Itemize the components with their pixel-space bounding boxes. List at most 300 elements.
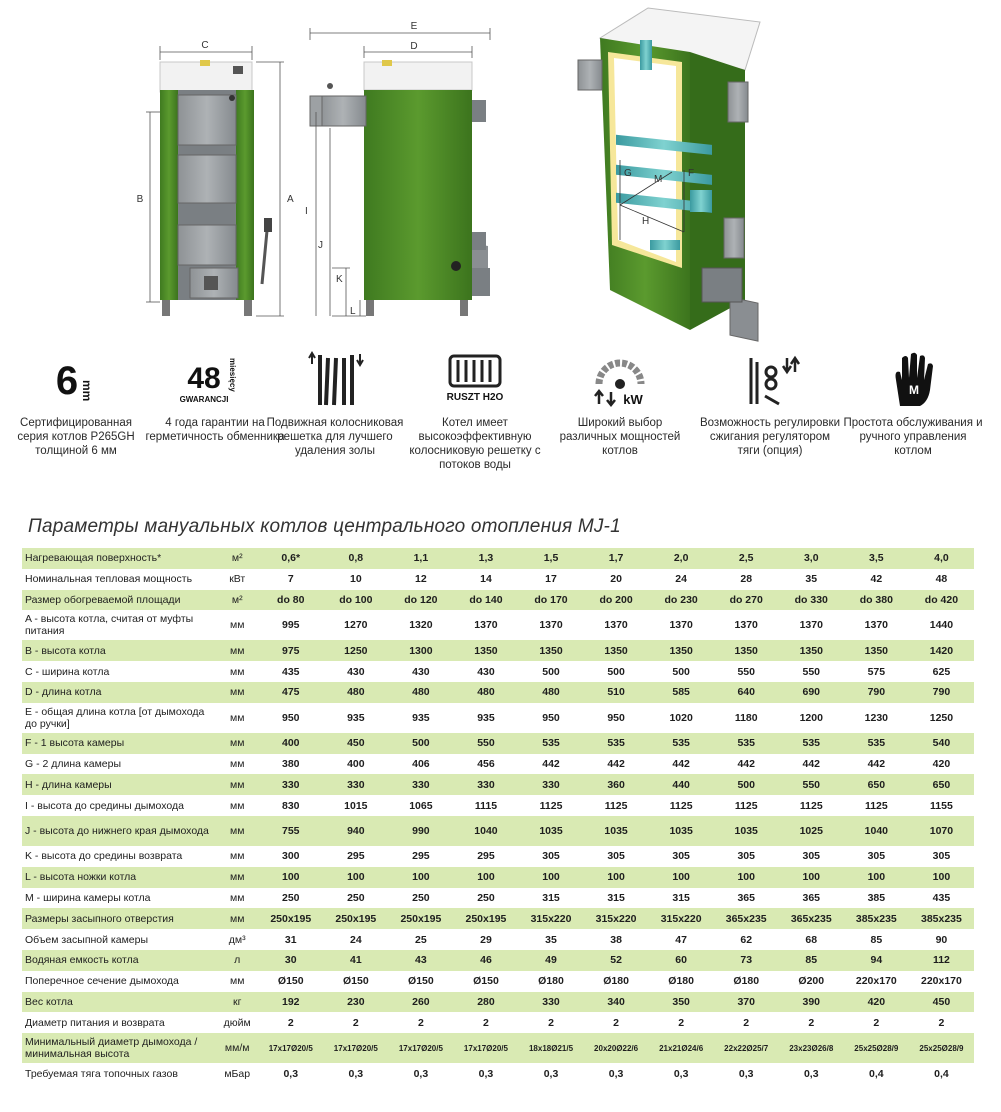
dim-label-i: I: [305, 206, 308, 217]
table-cell: 100: [714, 867, 779, 888]
table-cell: 250: [388, 888, 453, 909]
table-cell: 1,1: [388, 548, 453, 569]
table-row: [22, 640, 974, 661]
table-cell: 17: [518, 569, 583, 590]
table-cell: 35: [779, 569, 844, 590]
table-cell: 17x17Ø20/5: [453, 1033, 518, 1063]
table-cell: 1350: [649, 640, 714, 661]
table-cell: 100: [584, 867, 649, 888]
table-cell: 305: [714, 846, 779, 867]
dim-label-h: H: [642, 216, 650, 227]
table-row: [22, 929, 974, 950]
table-cell: 315x220: [649, 908, 714, 929]
table-cell: 535: [584, 733, 649, 754]
table-row: [22, 754, 974, 775]
table-cell: 790: [844, 682, 909, 703]
table-cell: 2: [909, 1012, 974, 1033]
row-unit: мм: [216, 661, 258, 682]
table-cell: 2: [584, 1012, 649, 1033]
table-cell: 1125: [714, 795, 779, 816]
table-cell: 442: [649, 754, 714, 775]
table-row: [22, 992, 974, 1013]
row-label: L - высота ножки котла: [22, 867, 216, 888]
row-unit: дюйм: [216, 1012, 258, 1033]
feature-manual-text: Простота обслуживания и ручного управления котлом: [843, 417, 983, 457]
params-table: [22, 548, 974, 1084]
table-row: [22, 908, 974, 929]
table-cell: 10: [323, 569, 388, 590]
table-cell: 85: [779, 950, 844, 971]
table-cell: 540: [909, 733, 974, 754]
table-cell: 0,3: [258, 1063, 323, 1084]
table-cell: 1200: [779, 703, 844, 733]
table-cell: 2,0: [649, 548, 714, 569]
table-cell: 28: [714, 569, 779, 590]
table-cell: 1065: [388, 795, 453, 816]
svg-text:miesięcy: miesięcy: [228, 358, 237, 392]
table-cell: 535: [844, 733, 909, 754]
table-cell: 112: [909, 950, 974, 971]
row-label: Поперечное сечение дымохода: [22, 971, 216, 992]
table-cell: 1040: [453, 816, 518, 846]
row-unit: дм³: [216, 929, 258, 950]
table-cell: 535: [779, 733, 844, 754]
table-cell: 1370: [649, 610, 714, 640]
side-view-drawing: [305, 21, 490, 317]
table-cell: 43: [388, 950, 453, 971]
table-cell: 1,5: [518, 548, 583, 569]
table-cell: 250x195: [258, 908, 323, 929]
table-cell: 315x220: [518, 908, 583, 929]
table-cell: 260: [388, 992, 453, 1013]
table-cell: 400: [323, 754, 388, 775]
table-cell: 420: [909, 754, 974, 775]
table-cell: 0,4: [909, 1063, 974, 1084]
table-cell: 330: [453, 774, 518, 795]
moving-grate-icon: [300, 350, 370, 410]
table-cell: 430: [388, 661, 453, 682]
table-cell: 52: [584, 950, 649, 971]
row-unit: мм: [216, 971, 258, 992]
row-unit: мм: [216, 846, 258, 867]
table-cell: 2: [323, 1012, 388, 1033]
table-cell: 295: [453, 846, 518, 867]
dim-label-k: K: [336, 274, 343, 285]
table-cell: 1270: [323, 610, 388, 640]
table-cell: do 80: [258, 590, 323, 611]
table-row: [22, 971, 974, 992]
water-grate-icon: [440, 350, 510, 410]
params-table-title: Параметры мануальных котлов центрального отопления MJ-1: [28, 516, 621, 537]
table-cell: do 420: [909, 590, 974, 611]
table-cell: 250x195: [453, 908, 518, 929]
table-row: [22, 950, 974, 971]
table-cell: Ø200: [779, 971, 844, 992]
table-cell: 330: [323, 774, 388, 795]
feature-warranty: [145, 350, 285, 444]
row-unit: мм: [216, 610, 258, 640]
table-cell: 14: [453, 569, 518, 590]
row-label: Размеры засыпного отверстия: [22, 908, 216, 929]
table-cell: 0,3: [584, 1063, 649, 1084]
svg-text:M: M: [909, 383, 919, 397]
table-cell: 250: [323, 888, 388, 909]
table-cell: 420: [844, 992, 909, 1013]
table-cell: 20: [584, 569, 649, 590]
row-label: Водяная емкость котла: [22, 950, 216, 971]
table-cell: 280: [453, 992, 518, 1013]
table-cell: 1025: [779, 816, 844, 846]
table-cell: 500: [649, 661, 714, 682]
6mm-steel-icon: [41, 350, 111, 410]
row-unit: м²: [216, 548, 258, 569]
row-unit: мБар: [216, 1063, 258, 1084]
48-months-warranty-icon: [180, 350, 250, 410]
table-cell: 49: [518, 950, 583, 971]
boiler-diagrams: [0, 0, 1001, 345]
table-row: [22, 569, 974, 590]
draft-regulator-icon: [735, 350, 805, 410]
table-cell: 17x17Ø20/5: [388, 1033, 453, 1063]
table-cell: 380: [258, 754, 323, 775]
dim-label-g: G: [624, 168, 632, 179]
table-row: [22, 795, 974, 816]
cutaway-view-drawing: [578, 8, 760, 341]
table-cell: 990: [388, 816, 453, 846]
table-cell: 1035: [584, 816, 649, 846]
row-unit: мм: [216, 795, 258, 816]
table-cell: 1020: [649, 703, 714, 733]
table-row: [22, 703, 974, 733]
table-cell: 1125: [649, 795, 714, 816]
dim-label-a: A: [287, 194, 294, 205]
row-label: H - длина камеры: [22, 774, 216, 795]
table-cell: 315: [584, 888, 649, 909]
table-row: [22, 867, 974, 888]
dim-label-f: F: [688, 168, 695, 179]
table-cell: 365x235: [779, 908, 844, 929]
row-label: Номинальная тепловая мощность: [22, 569, 216, 590]
table-cell: 315: [518, 888, 583, 909]
table-cell: 31: [258, 929, 323, 950]
table-cell: 1370: [584, 610, 649, 640]
row-label: E - общая длина котла [от дымохода до ручки]: [22, 703, 216, 733]
dim-label-l: L: [350, 306, 356, 317]
table-cell: 1180: [714, 703, 779, 733]
table-cell: do 120: [388, 590, 453, 611]
dim-label-c: C: [201, 40, 209, 51]
table-cell: Ø180: [518, 971, 583, 992]
table-cell: 330: [258, 774, 323, 795]
table-cell: 550: [453, 733, 518, 754]
row-unit: мм: [216, 682, 258, 703]
row-unit: мм: [216, 774, 258, 795]
table-cell: 25: [388, 929, 453, 950]
table-cell: 230: [323, 992, 388, 1013]
table-cell: 430: [323, 661, 388, 682]
table-cell: 500: [518, 661, 583, 682]
table-cell: 3,0: [779, 548, 844, 569]
table-cell: 640: [714, 682, 779, 703]
table-cell: 480: [323, 682, 388, 703]
table-cell: 3,5: [844, 548, 909, 569]
table-cell: do 270: [714, 590, 779, 611]
row-unit: кг: [216, 992, 258, 1013]
table-row: [22, 548, 974, 569]
table-cell: 1125: [844, 795, 909, 816]
table-cell: 2: [714, 1012, 779, 1033]
table-cell: 1070: [909, 816, 974, 846]
dim-label-m: M: [654, 174, 663, 185]
table-row: [22, 610, 974, 640]
table-cell: 1350: [518, 640, 583, 661]
hand-m-icon: [878, 350, 948, 410]
table-cell: 755: [258, 816, 323, 846]
row-unit: мм: [216, 754, 258, 775]
table-cell: 935: [453, 703, 518, 733]
table-cell: 2: [779, 1012, 844, 1033]
table-cell: Ø150: [258, 971, 323, 992]
table-cell: 1300: [388, 640, 453, 661]
features-row: [0, 350, 1001, 500]
feature-regulator-text: Возможность регулировки сжигания регулятором тяги (опция): [700, 417, 840, 457]
feature-grate: [265, 350, 405, 458]
table-cell: 100: [518, 867, 583, 888]
table-cell: 41: [323, 950, 388, 971]
table-cell: 100: [453, 867, 518, 888]
table-cell: 90: [909, 929, 974, 950]
table-row: [22, 888, 974, 909]
table-cell: 430: [453, 661, 518, 682]
table-cell: 390: [779, 992, 844, 1013]
table-cell: 790: [909, 682, 974, 703]
table-cell: 650: [909, 774, 974, 795]
row-label: Нагревающая поверхность*: [22, 548, 216, 569]
table-cell: 535: [518, 733, 583, 754]
table-cell: 220x170: [844, 971, 909, 992]
table-cell: 47: [649, 929, 714, 950]
table-cell: 442: [844, 754, 909, 775]
table-cell: 442: [779, 754, 844, 775]
table-row: [22, 1012, 974, 1033]
row-label: Минимальный диаметр дымохода / минимальная высота: [22, 1033, 216, 1063]
table-cell: 1350: [584, 640, 649, 661]
table-cell: 100: [649, 867, 714, 888]
table-cell: 100: [258, 867, 323, 888]
table-cell: 24: [649, 569, 714, 590]
table-cell: 1,3: [453, 548, 518, 569]
table-cell: 100: [844, 867, 909, 888]
table-cell: 830: [258, 795, 323, 816]
feature-steel: [6, 350, 146, 458]
table-cell: 62: [714, 929, 779, 950]
table-cell: 535: [714, 733, 779, 754]
table-cell: 250: [258, 888, 323, 909]
table-cell: 550: [779, 774, 844, 795]
row-unit: мм: [216, 816, 258, 846]
table-cell: 0,3: [323, 1063, 388, 1084]
table-row: [22, 1063, 974, 1084]
table-cell: 1125: [584, 795, 649, 816]
row-label: K - высота до средины возврата: [22, 846, 216, 867]
table-cell: do 170: [518, 590, 583, 611]
table-cell: 1350: [779, 640, 844, 661]
table-cell: 940: [323, 816, 388, 846]
table-cell: Ø150: [388, 971, 453, 992]
row-label: I - высота до средины дымохода: [22, 795, 216, 816]
table-cell: 68: [779, 929, 844, 950]
table-row: [22, 682, 974, 703]
row-label: B - высота котла: [22, 640, 216, 661]
table-cell: 385x235: [909, 908, 974, 929]
table-cell: 1440: [909, 610, 974, 640]
table-cell: 385: [844, 888, 909, 909]
row-label: Требуемая тяга топочных газов: [22, 1063, 216, 1084]
table-cell: 975: [258, 640, 323, 661]
dim-label-b: B: [136, 194, 144, 205]
table-cell: 48: [909, 569, 974, 590]
row-label: Объем засыпной камеры: [22, 929, 216, 950]
table-cell: 17x17Ø20/5: [258, 1033, 323, 1063]
table-cell: 1250: [909, 703, 974, 733]
table-cell: 1040: [844, 816, 909, 846]
power-range-icon: [585, 350, 655, 410]
row-unit: мм: [216, 640, 258, 661]
table-cell: 480: [388, 682, 453, 703]
table-cell: 435: [909, 888, 974, 909]
table-cell: 1125: [518, 795, 583, 816]
table-cell: 0,3: [649, 1063, 714, 1084]
table-row: [22, 733, 974, 754]
table-cell: 23x23Ø26/8: [779, 1033, 844, 1063]
table-cell: 0,3: [453, 1063, 518, 1084]
table-cell: 100: [388, 867, 453, 888]
table-cell: 585: [649, 682, 714, 703]
table-cell: 4,0: [909, 548, 974, 569]
table-cell: Ø150: [323, 971, 388, 992]
table-cell: 625: [909, 661, 974, 682]
dim-label-e: E: [410, 21, 418, 32]
table-cell: 650: [844, 774, 909, 795]
table-cell: 370: [714, 992, 779, 1013]
table-cell: 385x235: [844, 908, 909, 929]
table-cell: 305: [844, 846, 909, 867]
table-cell: 2: [258, 1012, 323, 1033]
table-cell: 300: [258, 846, 323, 867]
table-cell: 35: [518, 929, 583, 950]
table-cell: 950: [518, 703, 583, 733]
table-cell: 1035: [649, 816, 714, 846]
row-label: G - 2 длина камеры: [22, 754, 216, 775]
table-cell: 1320: [388, 610, 453, 640]
table-cell: 950: [584, 703, 649, 733]
table-cell: 220x170: [909, 971, 974, 992]
table-cell: 2: [453, 1012, 518, 1033]
feature-steel-text: Сертифицированная серия котлов P265GH толщиной 6 мм: [17, 417, 135, 457]
table-cell: 192: [258, 992, 323, 1013]
table-cell: 305: [584, 846, 649, 867]
table-cell: 250x195: [323, 908, 388, 929]
table-cell: Ø150: [453, 971, 518, 992]
row-unit: мм: [216, 733, 258, 754]
table-cell: 100: [779, 867, 844, 888]
table-cell: 250x195: [388, 908, 453, 929]
table-cell: 435: [258, 661, 323, 682]
feature-power: [550, 350, 690, 458]
table-cell: do 380: [844, 590, 909, 611]
table-cell: 0,3: [714, 1063, 779, 1084]
table-row: [22, 1033, 974, 1063]
table-cell: 1230: [844, 703, 909, 733]
table-cell: 2: [518, 1012, 583, 1033]
table-row: [22, 661, 974, 682]
table-cell: Ø180: [714, 971, 779, 992]
table-cell: Ø180: [584, 971, 649, 992]
row-label: F - 1 высота камеры: [22, 733, 216, 754]
table-cell: do 200: [584, 590, 649, 611]
table-row: [22, 816, 974, 846]
table-cell: 400: [258, 733, 323, 754]
table-cell: 365: [779, 888, 844, 909]
table-cell: 950: [258, 703, 323, 733]
table-cell: 315: [649, 888, 714, 909]
table-cell: 1035: [714, 816, 779, 846]
table-cell: 24: [323, 929, 388, 950]
table-cell: do 330: [779, 590, 844, 611]
table-cell: 42: [844, 569, 909, 590]
table-cell: 2,5: [714, 548, 779, 569]
table-cell: 935: [388, 703, 453, 733]
table-cell: 500: [714, 774, 779, 795]
table-cell: 7: [258, 569, 323, 590]
table-cell: 100: [909, 867, 974, 888]
table-cell: 442: [714, 754, 779, 775]
row-label: Вес котла: [22, 992, 216, 1013]
table-cell: 1420: [909, 640, 974, 661]
table-cell: 442: [518, 754, 583, 775]
table-cell: Ø180: [649, 971, 714, 992]
table-cell: 456: [453, 754, 518, 775]
table-cell: 0,6*: [258, 548, 323, 569]
table-row: [22, 846, 974, 867]
row-unit: мм/м: [216, 1033, 258, 1063]
table-cell: 0,8: [323, 548, 388, 569]
row-label: C - ширина котла: [22, 661, 216, 682]
svg-text:48: 48: [187, 362, 221, 395]
svg-text:mm: mm: [80, 380, 94, 402]
table-cell: 330: [518, 774, 583, 795]
table-cell: 500: [584, 661, 649, 682]
table-cell: 510: [584, 682, 649, 703]
table-cell: 475: [258, 682, 323, 703]
table-cell: 0,3: [388, 1063, 453, 1084]
table-cell: 1155: [909, 795, 974, 816]
table-cell: 1370: [844, 610, 909, 640]
table-cell: 2: [844, 1012, 909, 1033]
row-unit: мм: [216, 888, 258, 909]
svg-text:GWARANCJI: GWARANCJI: [180, 395, 229, 404]
table-cell: 1370: [714, 610, 779, 640]
table-cell: 17x17Ø20/5: [323, 1033, 388, 1063]
table-cell: 18x18Ø21/5: [518, 1033, 583, 1063]
table-cell: 0,3: [518, 1063, 583, 1084]
table-cell: 330: [518, 992, 583, 1013]
params-table-body: [22, 548, 974, 1084]
table-cell: 315x220: [584, 908, 649, 929]
table-cell: 935: [323, 703, 388, 733]
row-unit: кВт: [216, 569, 258, 590]
table-cell: 340: [584, 992, 649, 1013]
